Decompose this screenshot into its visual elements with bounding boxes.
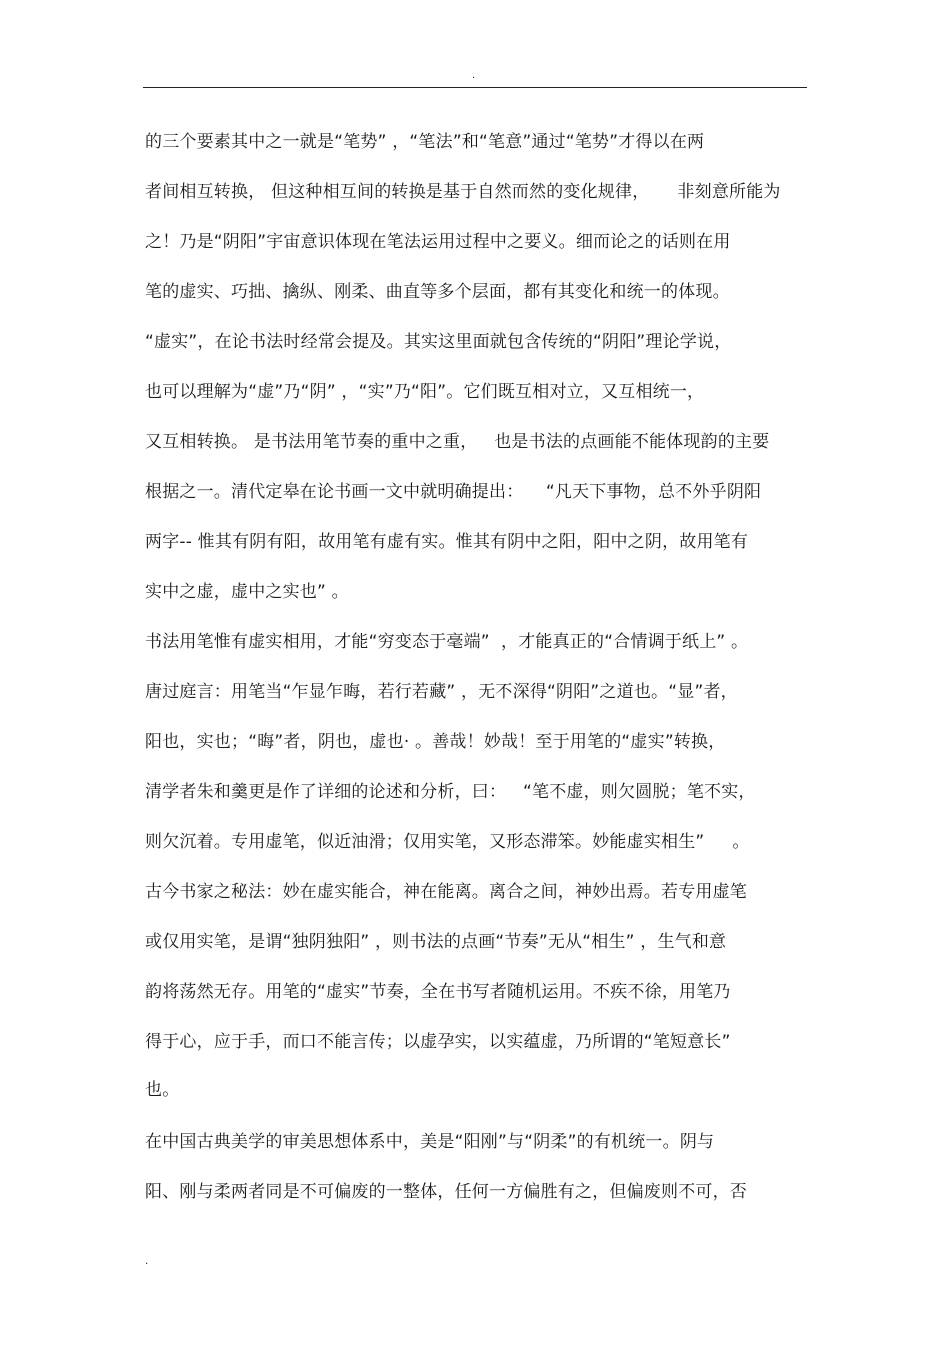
text-line: 两字-- 惟其有阴有阳，故用笔有虚有实。惟其有阴中之阳，阳中之阴，故用笔有 (145, 532, 749, 552)
text-line: 唐过庭言：用笔当“乍显乍晦，若行若藏” ，无不深得“阴阳”之道也。“显”者， (145, 682, 738, 702)
text-line: 阳也，实也；“晦”者，阴也，虚也· 。善哉！妙哉！至于用笔的“虚实”转换， (145, 732, 726, 752)
text-line: 实中之虚，虚中之实也” 。 (145, 582, 349, 602)
text-line: 古今书家之秘法：妙在虚实能合，神在能离。离合之间，神妙出焉。若专用虚笔 (145, 882, 747, 902)
text-line: 也可以理解为“虚”乃“阴” ，“实”乃“阳”。它们既互相对立，又互相统一， (145, 382, 705, 402)
text-line: 又互相转换。 是书法用笔节奏的重中之重， 也是书法的点画能不能体现韵的主要 (145, 432, 770, 452)
footer-dot: . (145, 1256, 149, 1267)
text-line: 清学者朱和羹更是作了详细的论述和分析，曰： “笔不虚，则欠圆脱；笔不实， (145, 782, 756, 802)
text-line: “虚实”，在论书法时经常会提及。其实这里面就包含传统的“阴阳”理论学说， (145, 332, 732, 352)
text-line: 阳、刚与柔两者同是不可偏废的一整体，任何一方偏胜有之，但偏废则不可，否 (145, 1182, 747, 1202)
text-line: 则欠沉着。专用虚笔，似近油滑；仅用实笔，又形态滞笨。妙能虚实相生” 。 (145, 832, 750, 852)
header-dot: . (472, 70, 476, 81)
text-line: 得于心，应于手，而口不能言传；以虚孕实，以实蕴虚，乃所谓的“笔短意长” (145, 1032, 731, 1052)
text-line: 笔的虚实、巧拙、擒纵、刚柔、曲直等多个层面，都有其变化和统一的体现。 (145, 282, 730, 302)
text-line: 或仅用实笔，是谓“独阴独阳” ，则书法的点画“节奏”无从“相生” ，生气和意 (145, 932, 727, 952)
text-line: 韵将荡然无存。用笔的“虚实”节奏，全在书写者随机运用。不疾不徐，用笔乃 (145, 982, 731, 1002)
text-line: 者间相互转换， 但这种相互间的转换是基于自然而然的变化规律， 非刻意所能为 (145, 182, 781, 202)
text-line: 在中国古典美学的审美思想体系中，美是“阳刚”与“阴柔”的有机统一。阴与 (145, 1132, 715, 1152)
text-line: 也。 (145, 1080, 180, 1100)
text-line: 根据之一。清代定皋在论书画一文中就明确提出： “凡天下事物，总不外乎阴阳 (145, 482, 762, 502)
text-line: 书法用笔惟有虚实相用，才能“穷变态于毫端” ，才能真正的“合情调于纸上” 。 (145, 632, 749, 652)
text-line: 之！乃是“阴阳”宇宙意识体现在笔法运用过程中之要义。细而论之的话则在用 (145, 232, 731, 252)
text-line: 的三个要素其中之一就是“笔势” ，“笔法”和“笔意”通过“笔势”才得以在两 (145, 132, 705, 152)
